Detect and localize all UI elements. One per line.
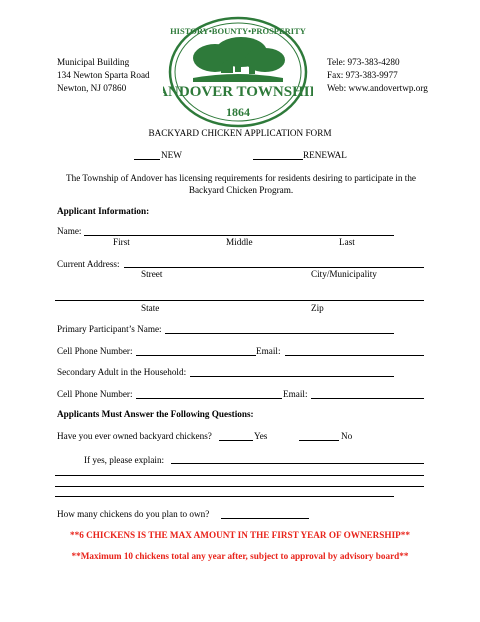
municipal-address — [57, 56, 150, 95]
primary-participant-field[interactable] — [165, 333, 394, 334]
contact-web: Web: www.andovertwp.org — [327, 83, 428, 93]
address-label: Current Address: — [57, 259, 120, 269]
new-checkbox-line[interactable] — [134, 159, 160, 160]
email-1-label: Email: — [256, 346, 281, 356]
explain-field-4[interactable] — [55, 496, 394, 497]
form-title: BACKYARD CHICKEN APPLICATION FORM — [148, 128, 332, 138]
name-first-caption: First — [113, 237, 130, 247]
zip-caption: Zip — [311, 303, 324, 313]
max-after-note: **Maximum 10 chickens total any year after, subject to approval by advisory board** — [71, 551, 409, 561]
cell-phone-2-field[interactable] — [136, 398, 282, 399]
how-many-label: How many chickens do you plan to own? — [57, 509, 210, 519]
yes-label: Yes — [254, 431, 268, 441]
renewal-checkbox-line[interactable] — [253, 159, 303, 160]
explain-field-1[interactable] — [171, 463, 424, 464]
renewal-label: RENEWAL — [303, 150, 347, 160]
cell-phone-2-label: Cell Phone Number: — [57, 389, 133, 399]
new-label: NEW — [161, 150, 182, 160]
address-line-3: Newton, NJ 07860 — [57, 83, 127, 93]
contact-phone: Tele: 973-383-4280 — [327, 57, 400, 67]
yes-checkbox-line[interactable] — [219, 440, 253, 441]
cell-phone-1-field[interactable] — [136, 355, 256, 356]
applicant-heading: Applicant Information: — [57, 206, 150, 216]
logo-year: 1864 — [226, 105, 250, 119]
street-field[interactable] — [124, 267, 424, 268]
secondary-adult-label: Secondary Adult in the Household: — [57, 367, 187, 377]
street-caption: Street — [141, 269, 163, 279]
state-zip-field[interactable] — [55, 300, 424, 301]
no-label: No — [341, 431, 353, 441]
questions-heading: Applicants Must Answer the Following Questions: — [57, 409, 254, 419]
address-line-1: Municipal Building — [57, 57, 130, 67]
how-many-field[interactable] — [221, 518, 309, 519]
explain-label: If yes, please explain: — [84, 455, 165, 465]
name-last-caption: Last — [339, 237, 355, 247]
contact-fax: Fax: 973-383-9977 — [327, 70, 398, 80]
max-first-year-note: **6 CHICKENS IS THE MAX AMOUNT IN THE FIRST YEAR OF OWNERSHIP** — [70, 530, 410, 540]
no-checkbox-line[interactable] — [299, 440, 339, 441]
state-caption: State — [141, 303, 160, 313]
city-caption: City/Municipality — [311, 269, 377, 279]
intro-text: The Township of Andover has licensing requirements for residents desiring to participate in the Backyard Chicken Program. — [65, 173, 416, 195]
secondary-adult-field[interactable] — [190, 376, 394, 377]
owned-question: Have you ever owned backyard chickens? — [57, 431, 212, 441]
email-1-field[interactable] — [285, 355, 424, 356]
email-2-field[interactable] — [311, 398, 424, 399]
primary-participant-label: Primary Participant’s Name: — [57, 324, 162, 334]
explain-field-3[interactable] — [55, 486, 424, 487]
name-label: Name: — [57, 226, 82, 236]
name-middle-caption: Middle — [226, 237, 253, 247]
name-field[interactable] — [84, 235, 394, 236]
logo-name: ANDOVER TOWNSHIP — [163, 84, 313, 100]
email-2-label: Email: — [283, 389, 308, 399]
municipal-contact — [327, 56, 428, 95]
address-line-2: 134 Newton Sparta Road — [57, 70, 150, 80]
explain-field-2[interactable] — [55, 475, 424, 476]
cell-phone-1-label: Cell Phone Number: — [57, 346, 133, 356]
andover-township-logo — [163, 10, 313, 128]
logo-arc-text: HISTORY•BOUNTY•PROSPERITY — [170, 26, 306, 36]
